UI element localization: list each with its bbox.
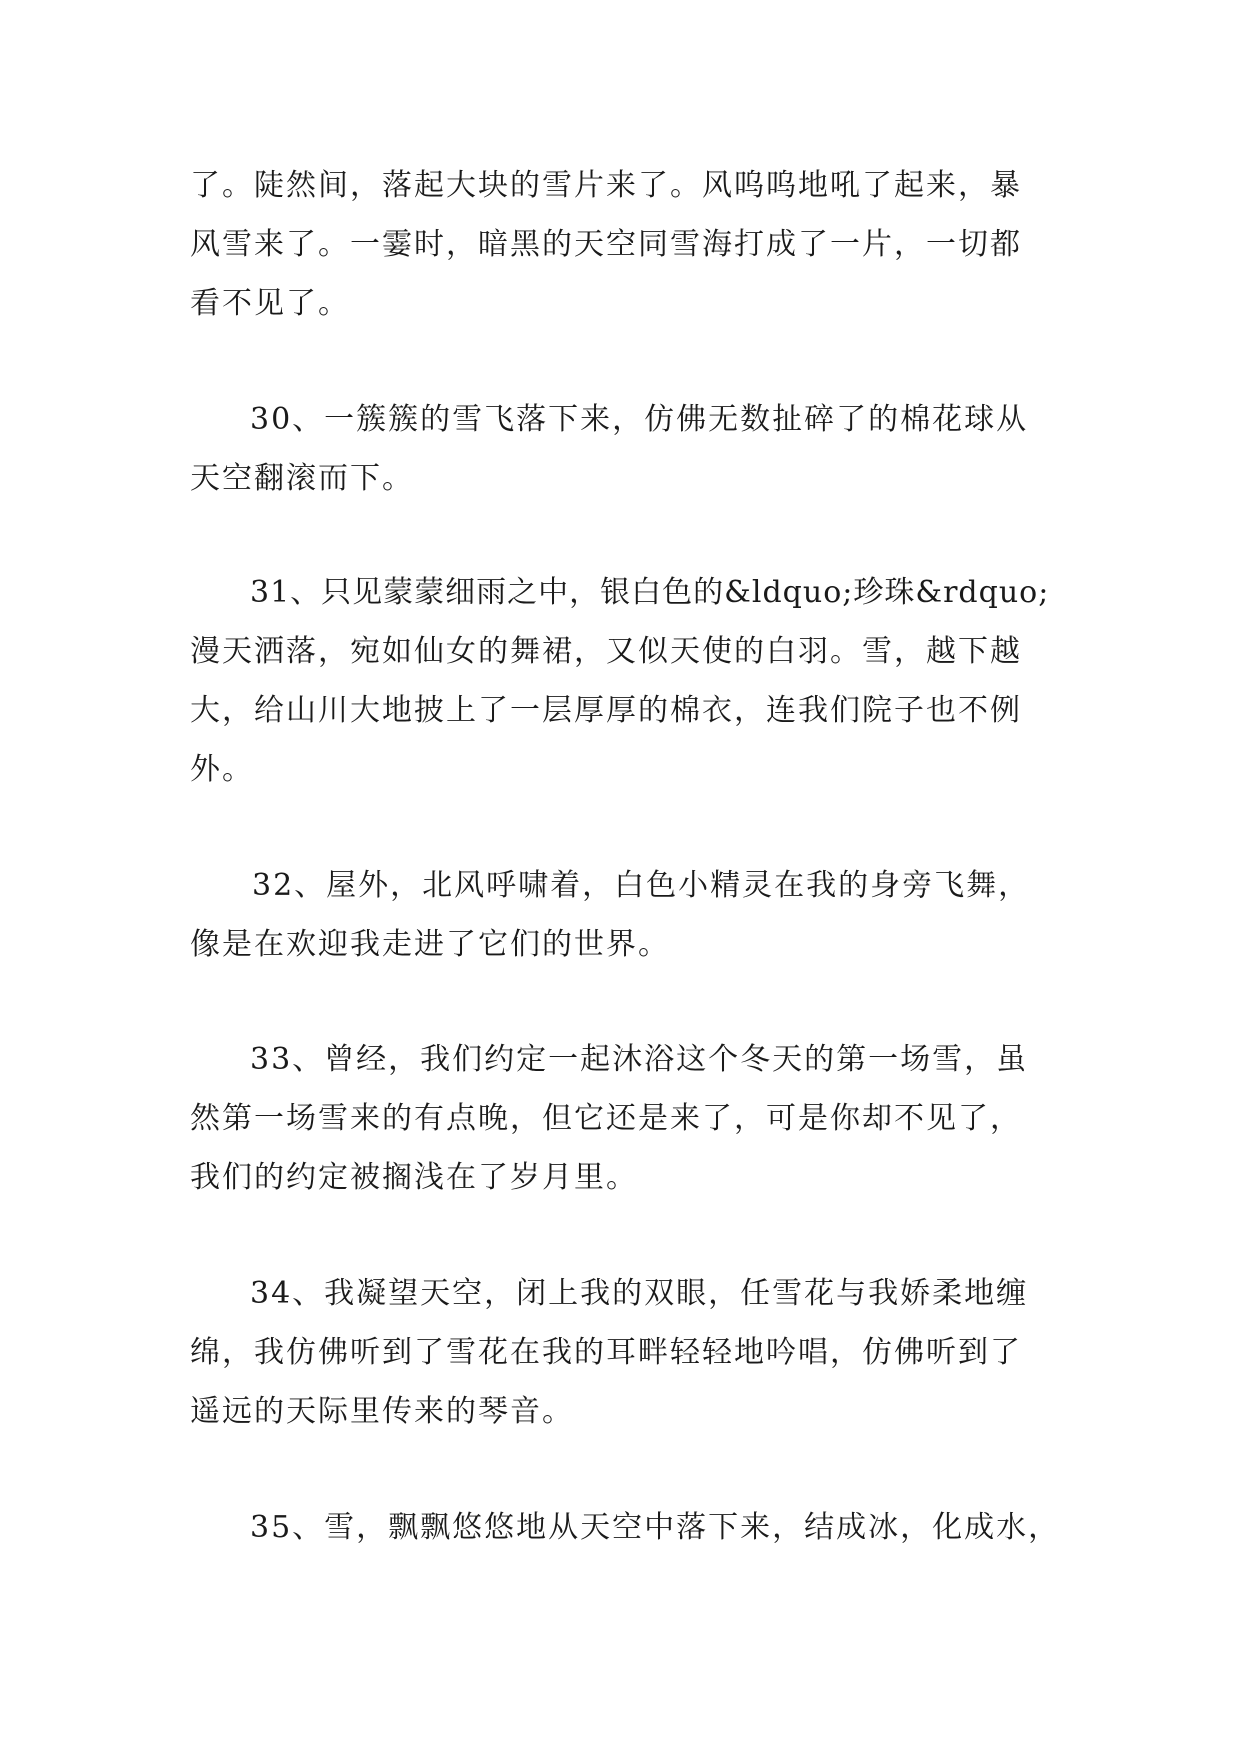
text-line: 遥远的天际里传来的琴音。 xyxy=(190,1394,574,1429)
text-line: 天空翻滚而下。 xyxy=(190,461,414,496)
text-line: 外。 xyxy=(190,752,254,787)
text-line: 34、我凝望天空，闭上我的双眼，任雪花与我娇柔地缠 xyxy=(250,1276,1029,1311)
text-line: 然第一场雪来的有点晚，但它还是来了，可是你却不见了， xyxy=(190,1101,1022,1136)
text-line: 我们的约定被搁浅在了岁月里。 xyxy=(190,1160,638,1195)
text-line: 了。陡然间，落起大块的雪片来了。风呜呜地吼了起来，暴 xyxy=(190,168,1022,203)
text-line: 像是在欢迎我走进了它们的世界。 xyxy=(190,927,670,962)
text-line: 风雪来了。一霎时，暗黑的天空同雪海打成了一片，一切都 xyxy=(190,227,1022,262)
text-line: 31、只见蒙蒙细雨之中，银白色的&ldquo;珍珠&rdquo; xyxy=(250,575,1050,610)
text-line: 32、屋外，北风呼啸着，白色小精灵在我的身旁飞舞， xyxy=(252,868,1031,903)
text-line: 大，给山川大地披上了一层厚厚的棉衣，连我们院子也不例 xyxy=(190,693,1022,728)
text-line: 漫天洒落，宛如仙女的舞裙，又似天使的白羽。雪，越下越 xyxy=(190,634,1022,669)
text-line: 33、曾经，我们约定一起沐浴这个冬天的第一场雪，虽 xyxy=(250,1042,1029,1077)
text-line: 30、一簇簇的雪飞落下来，仿佛无数扯碎了的棉花球从 xyxy=(250,402,1029,437)
text-line: 看不见了。 xyxy=(190,286,350,321)
text-line: 35、雪，飘飘悠悠地从天空中落下来，结成冰，化成水， xyxy=(250,1510,1061,1545)
text-line: 绵，我仿佛听到了雪花在我的耳畔轻轻地吟唱，仿佛听到了 xyxy=(190,1335,1022,1370)
